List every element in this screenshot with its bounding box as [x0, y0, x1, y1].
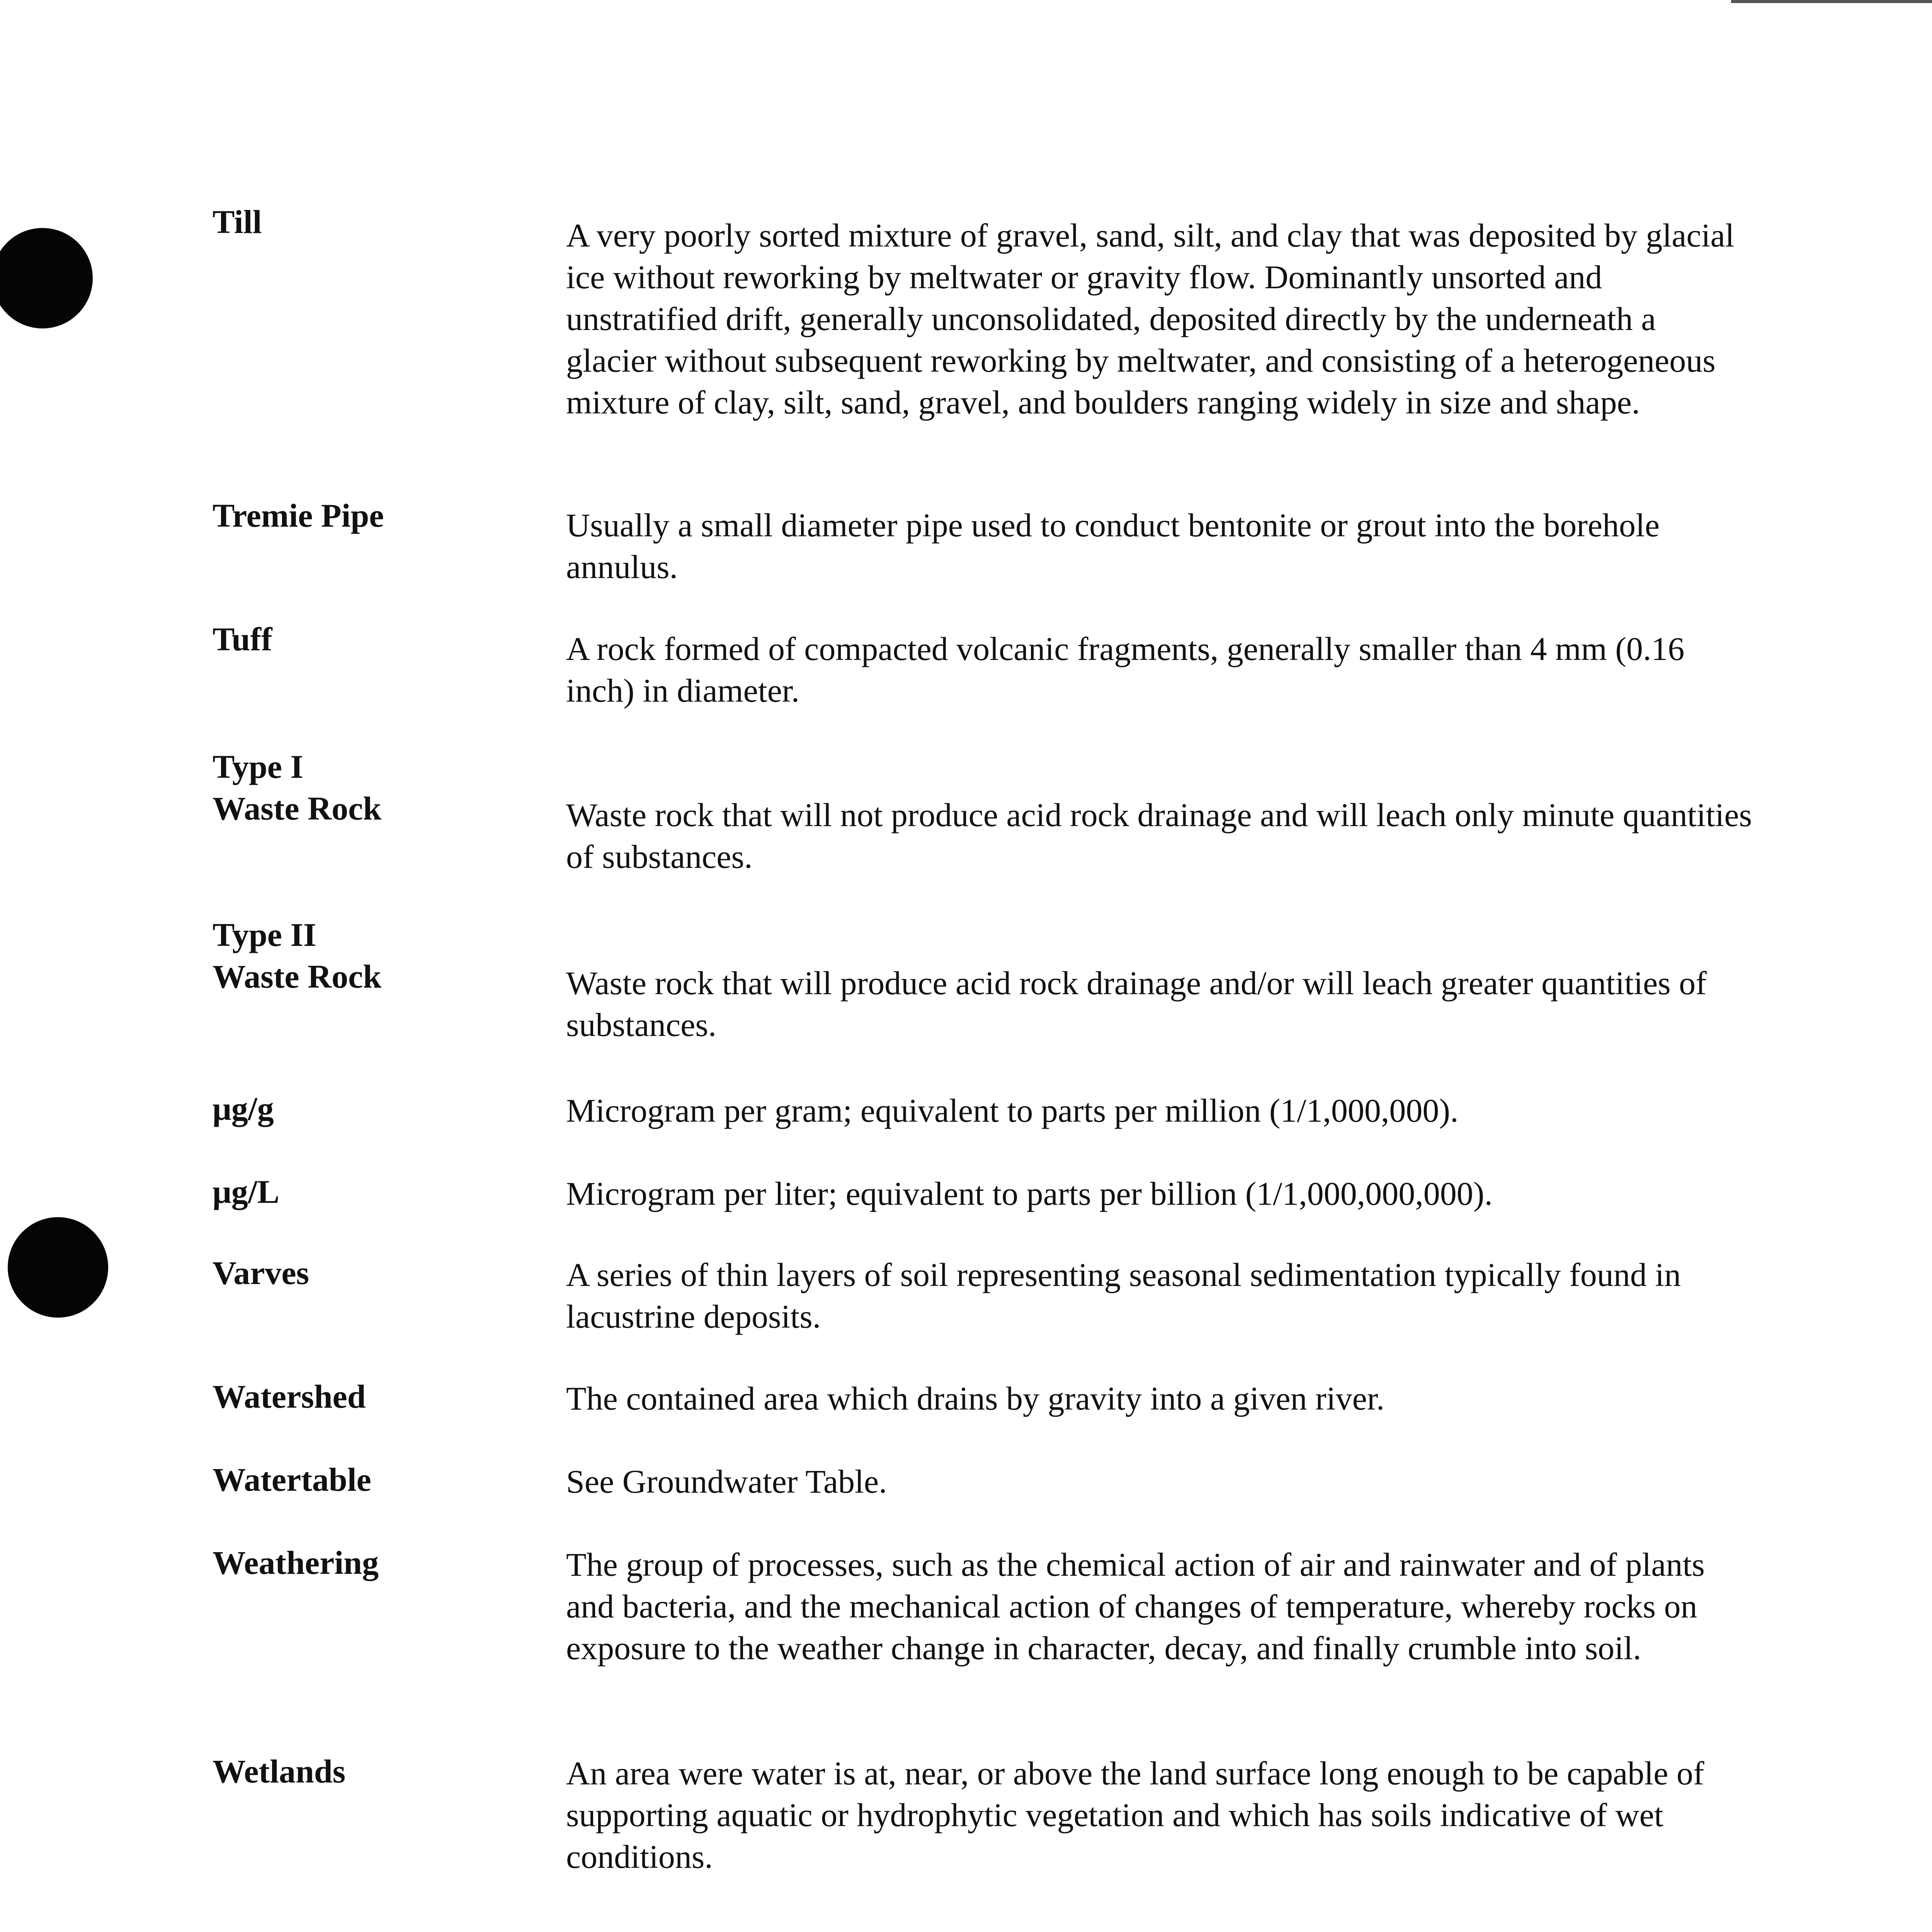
term-line: μg/L — [213, 1173, 280, 1210]
glossary-term — [213, 1376, 560, 1417]
glossary-definition: The group of processes, such as the chemical action of air and rainwater and of plants and bacteria, and the mechanical action of changes of temperature, whereby rocks on exposure to the weather change in character, decay, and finally crumble into soil. — [566, 1546, 1705, 1667]
glossary-term — [213, 1252, 560, 1294]
term-line: Waste Rock — [213, 790, 382, 827]
term-line: Wetlands — [213, 1753, 346, 1790]
glossary-term — [213, 1542, 560, 1583]
glossary-definition: Usually a small diameter pipe used to conduct bentonite or grout into the borehole annulus. — [566, 507, 1660, 585]
term-line: Varves — [213, 1254, 310, 1291]
term-line: μg/g — [213, 1090, 274, 1127]
term-line: Tremie Pipe — [213, 497, 384, 534]
glossary-definition: Microgram per liter; equivalent to parts per billion (1/1,000,000,000). — [566, 1175, 1493, 1212]
glossary-definition: An area were water is at, near, or above the land surface long enough to be capable of supporting aquatic or hydrophytic vegetation and which has soils indicative of wet conditions. — [566, 1755, 1704, 1875]
glossary-definition: The contained area which drains by gravity into a given river. — [566, 1380, 1385, 1417]
glossary-definition: A rock formed of compacted volcanic fragments, generally smaller than 4 mm (0.16 inch) in diameter. — [566, 630, 1685, 709]
glossary-term — [213, 1171, 560, 1213]
term-line: Type I — [213, 748, 303, 785]
glossary-term — [213, 914, 560, 997]
term-line: Tuff — [213, 621, 272, 658]
glossary-term — [213, 201, 560, 243]
glossary-term — [213, 618, 560, 660]
term-line: Till — [213, 203, 262, 240]
glossary-definition: Waste rock that will not produce acid rock drainage and will leach only minute quantities of substances. — [566, 796, 1752, 875]
glossary-term — [213, 746, 560, 829]
glossary-definition: Waste rock that will produce acid rock drainage and/or will leach greater quantities of substances. — [566, 964, 1707, 1043]
term-line: Watershed — [213, 1378, 366, 1415]
glossary-definition: A series of thin layers of soil representing seasonal sedimentation typically found in lacustrine deposits. — [566, 1256, 1681, 1335]
glossary-definition: A very poorly sorted mixture of gravel, sand, silt, and clay that was deposited by glacial ice without reworking by meltwater or gravity flow. Dominantly unsorted and unstratified drift, generally unconsolidated, deposited directly by the underneath a glacier without subsequent reworking by meltwater, and consisting of a heterogeneous mixture of clay, silt, sand, gravel, and boulders ranging widely in size and shape. — [566, 217, 1735, 421]
term-line: Watertable — [213, 1461, 371, 1498]
glossary-definition: See Groundwater Table. — [566, 1463, 887, 1500]
glossary-term — [213, 495, 560, 536]
glossary-definition: Microgram per gram; equivalent to parts per million (1/1,000,000). — [566, 1092, 1459, 1129]
term-line: Weathering — [213, 1544, 379, 1581]
term-line: Type II — [213, 916, 316, 953]
glossary-term — [213, 1750, 560, 1792]
glossary-term — [213, 1459, 560, 1500]
glossary-term — [213, 1088, 560, 1129]
term-line: Waste Rock — [213, 958, 382, 995]
